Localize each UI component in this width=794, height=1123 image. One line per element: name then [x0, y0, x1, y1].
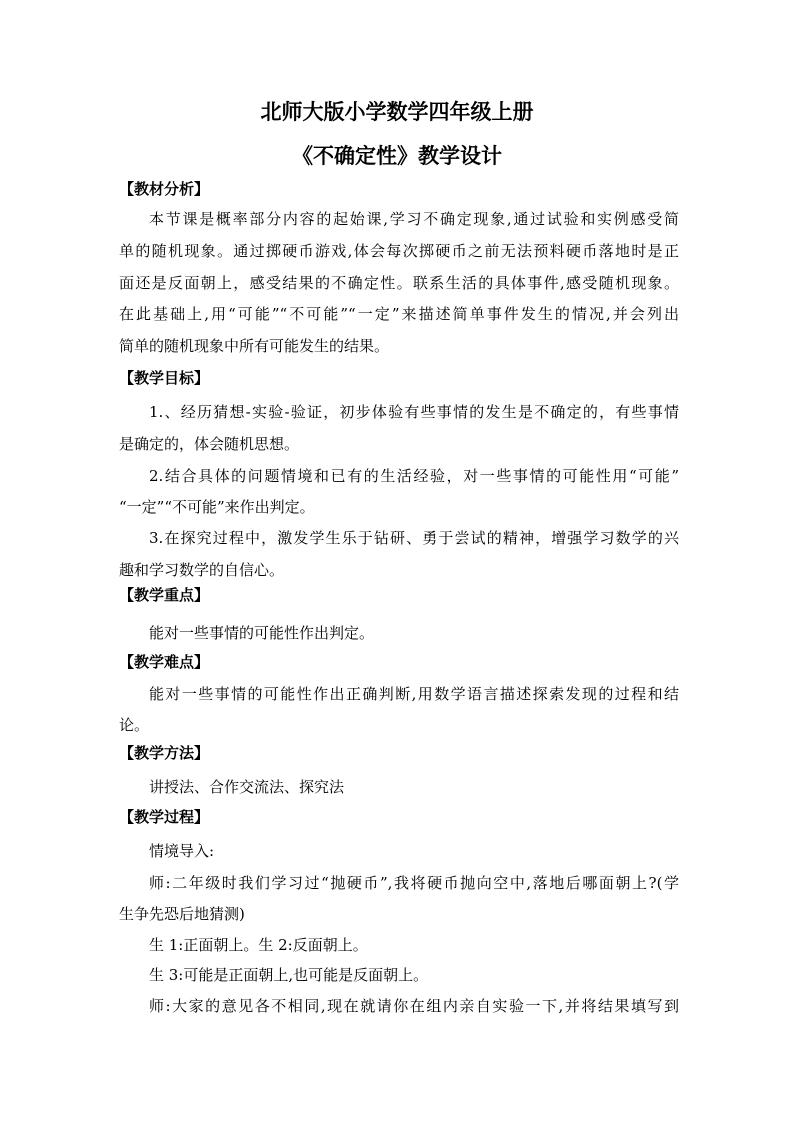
paragraph-line: 生争先恐后地猜测): [119, 905, 245, 923]
paragraph-line: “一定”“不可能”来作出判定。: [119, 498, 315, 516]
paragraph-line: 讲授法、合作交流法、探究法: [149, 778, 345, 796]
paragraph-line: 面还是反面朝上，感受结果的不确定性。联系生活的具体事件,感受随机现象。: [119, 274, 679, 292]
paragraph-line: 简单的随机现象中所有可能发生的结果。: [119, 337, 390, 355]
paragraph-line: 2.结合具体的问题情境和已有的生活经验，对一些事情的可能性用“可能”: [149, 467, 679, 485]
section-heading-difficulties: 【教学难点】: [119, 653, 210, 671]
paragraph-line: 师:二年级时我们学习过“抛硬币”,我将硬币抛向空中,落地后哪面朝上?(学: [149, 874, 679, 892]
section-heading-objectives: 【教学目标】: [119, 369, 210, 387]
section-heading-process: 【教学过程】: [119, 808, 210, 826]
paragraph-line: 是确定的，体会随机思想。: [119, 435, 300, 453]
paragraph-line: 情境导入:: [149, 842, 215, 860]
section-heading-key-points: 【教学重点】: [119, 586, 210, 604]
paragraph-line: 能对一些事情的可能性作出正确判断,用数学语言描述探索发现的过程和结: [149, 685, 679, 703]
paragraph-line: 单的随机现象。通过掷硬币游戏,体会每次掷硬币之前无法预料硬币落地时是正: [119, 242, 679, 260]
paragraph-line: 生 1:正面朝上。生 2:反面朝上。: [149, 936, 368, 954]
paragraph-line: 论。: [119, 716, 150, 734]
paragraph-line: 趣和学习数学的自信心。: [119, 561, 285, 579]
paragraph-line: 3.在探究过程中，激发学生乐于钻研、勇于尝试的精神，增强学习数学的兴: [149, 529, 679, 547]
paragraph-line: 生 3:可能是正面朝上,也可能是反面朝上。: [149, 966, 429, 984]
document-subtitle: 《不确定性》教学设计: [292, 144, 502, 168]
paragraph-line: 师:大家的意见各不相同,现在就请你在组内亲自实验一下,并将结果填写到: [149, 997, 679, 1015]
paragraph-line: 本节课是概率部分内容的起始课,学习不确定现象,通过试验和实例感受简: [149, 210, 679, 228]
section-heading-material-analysis: 【教材分析】: [119, 180, 210, 198]
document-title: 北师大版小学数学四年级上册: [260, 100, 534, 124]
paragraph-line: 1.、经历猜想-实验-验证，初步体验有些事情的发生是不确定的，有些事情: [149, 403, 679, 421]
paragraph-line: 在此基础上,用“可能”“不可能”“一定”来描述简单事件发生的情况,并会列出: [119, 305, 679, 323]
paragraph-line: 能对一些事情的可能性作出判定。: [149, 624, 375, 642]
section-heading-methods: 【教学方法】: [119, 744, 210, 762]
